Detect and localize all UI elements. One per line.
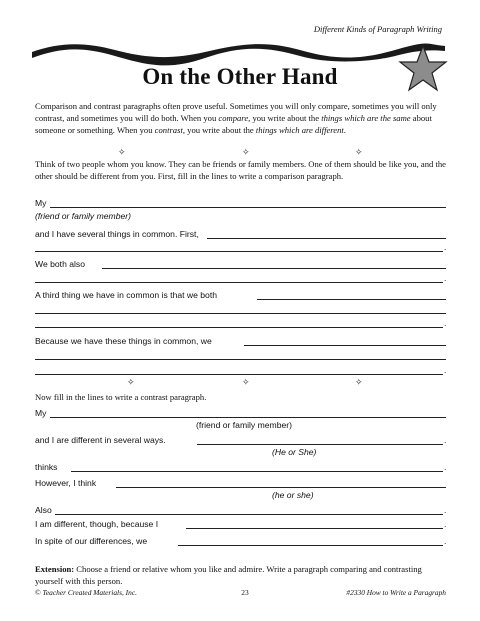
because-prompt: I am different, though, because I [35,519,159,529]
page-title: On the Other Hand [142,64,338,89]
thinks-prompt: thinks [35,462,58,472]
because-prompt: Because we have these things in common, we [35,336,212,346]
page-number: 23 [241,588,249,597]
my-label: My [35,408,47,418]
answer-line[interactable] [55,514,443,515]
answer-line[interactable] [35,313,446,314]
he-she-hint: (He or She) [272,447,317,457]
answer-line[interactable] [102,268,446,269]
however-prompt: However, I think [35,478,97,488]
divider-icon: ✧ [118,148,126,158]
common-prompt: and I have several things in common. First, [35,229,199,239]
also-prompt: Also [35,505,52,515]
answer-line[interactable] [35,251,443,252]
answer-line[interactable] [50,417,446,418]
copyright: © Teacher Created Materials, Inc. [35,588,137,597]
friend-hint: (friend or family member) [196,420,292,430]
answer-line[interactable] [35,282,443,283]
contrast-instructions: Now fill in the lines to write a contrast paragraph. [35,392,207,402]
answer-line[interactable] [35,327,443,328]
answer-line[interactable] [50,207,446,208]
answer-line[interactable] [116,487,446,488]
divider-icon: ✧ [355,378,363,388]
answer-line[interactable] [257,299,446,300]
series-title: Different Kinds of Paragraph Writing [313,24,442,34]
divider-icon: ✧ [127,378,135,388]
answer-line[interactable] [178,545,443,546]
answer-line[interactable] [207,238,446,239]
instructions-paragraph: Think of two people whom you know. They can be friends or family members. One of them should be like you, and the other should be different from you. First, fill in the lines to write a comparison paragraph. [35,159,446,181]
third-thing-prompt: A third thing we have in common is that we both [35,290,217,300]
answer-line[interactable] [35,359,446,360]
extension-label: Extension: [35,564,75,574]
he-she-hint: (he or she) [272,490,314,500]
my-label: My [35,198,47,208]
answer-line[interactable] [244,345,446,346]
intro-paragraph: Comparison and contrast paragraphs often prove useful. Sometimes you will only compare, sometimes you will only contrast, and sometimes you will do both. When you compare, you write about the things which are the same about someone or something. When you contrast, you write about the things which are different. [35,101,437,135]
extension-paragraph: Extension: Choose a friend or relative whom you like and admire. Write a paragraph comparing and contrasting yourself with this person. [35,564,422,586]
answer-line[interactable] [197,444,443,445]
divider-icon: ✧ [242,378,250,388]
answer-line[interactable] [35,374,443,375]
friend-hint: (friend or family member) [35,211,131,221]
spite-prompt: In spite of our differences, we [35,536,148,546]
divider-icon: ✧ [355,148,363,158]
both-also-prompt: We both also [35,259,86,269]
answer-line[interactable] [186,528,443,529]
divider-icon: ✧ [242,148,250,158]
book-title: #2330 How to Write a Paragraph [346,588,446,597]
different-prompt: and I are different in several ways. [35,435,166,445]
answer-line[interactable] [71,471,443,472]
